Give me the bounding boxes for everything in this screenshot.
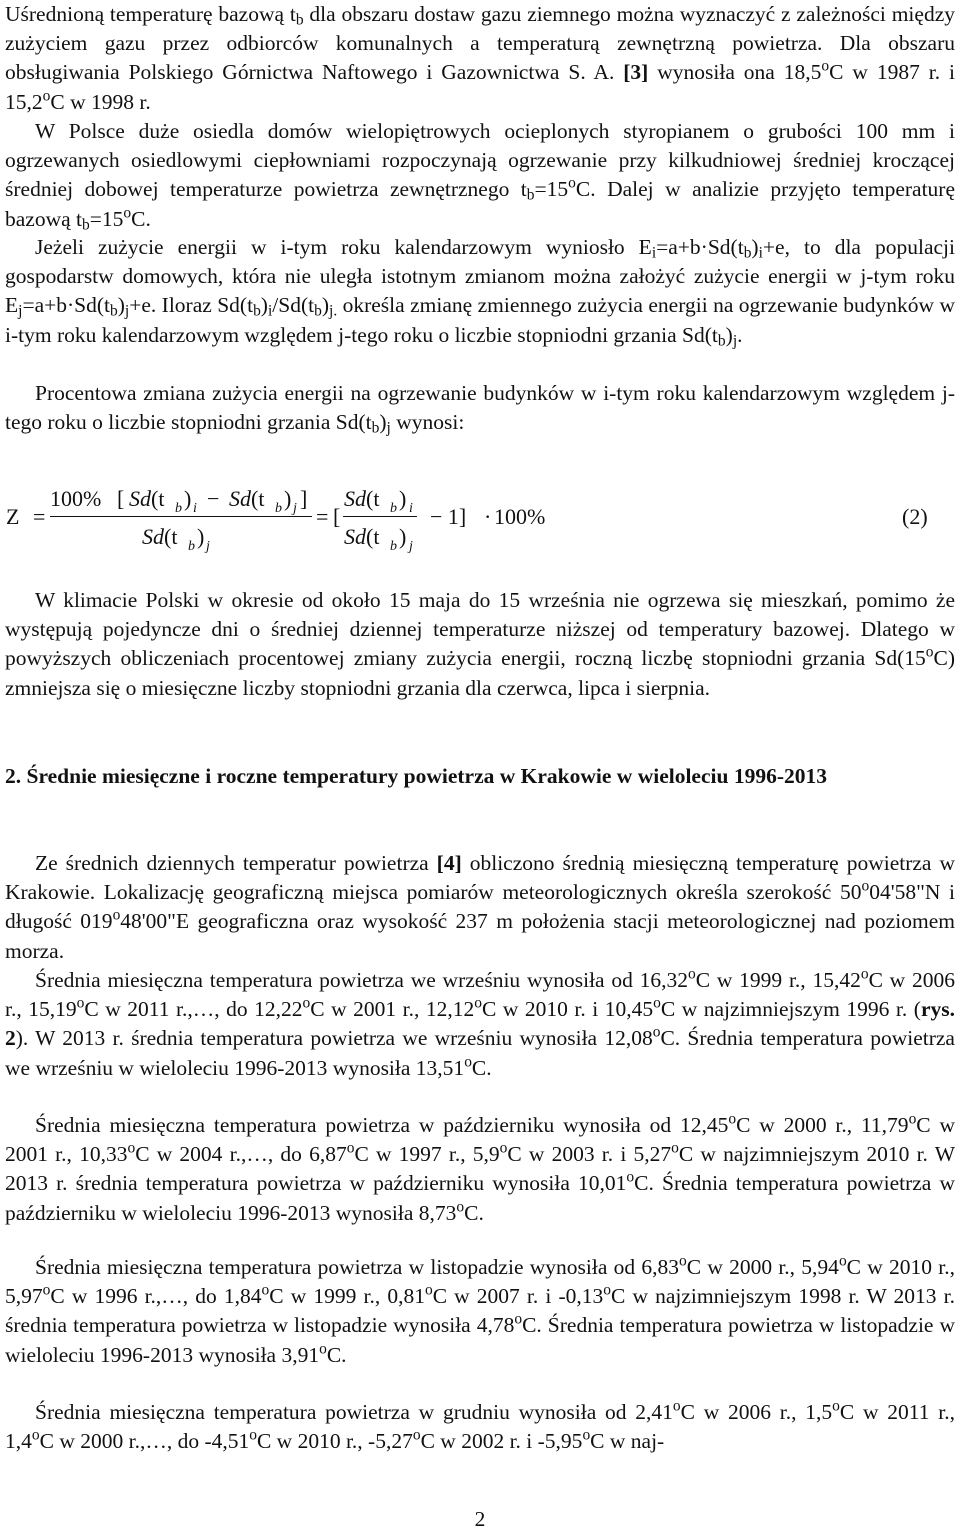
eq-fraction-line-2 xyxy=(343,516,417,517)
eq-num2-b: b xyxy=(390,501,397,516)
eq-den1-sd: Sd xyxy=(142,524,164,549)
eq-den2-t: (t xyxy=(366,524,380,549)
equation-2 xyxy=(0,478,960,568)
paragraph-climate-poland: W klimacie Polski w okresie od około 15 maja do 15 września nie ogrzewa się mieszkań, pomimo że występują pojedyncze dni o średniej dziennej temperaturze niższej od temperatury bazowej. Dlatego w powyższych obliczeniach procentowej zmiany zużycia energii, roczną liczbę stopniodni grzania Sd(15$^o$C) zmniejsza się o miesięczne liczby stopniodni grzania dla czerwca, lipca i sierpnia. xyxy=(5,588,955,700)
paragraph-krakow-location: Ze średnich dziennych temperatur powietrza [4] obliczono średnią miesięczną temperaturę powietrza w Krakowie. Lokalizację geograficzną miejsca pomiarów meteorologicznych określa szerokość 50$^o$04'58"N i długość 019$^o$48'00"E geograficzna oraz wysokość 237 m położenia stacji meteorologicznej nad poziomem morza. xyxy=(5,851,955,963)
eq-num1-b2: b xyxy=(275,501,282,516)
eq-num1-close2: ) xyxy=(284,486,292,511)
eq-num2-close: ) xyxy=(399,486,407,511)
eq-num1-i: i xyxy=(193,501,197,516)
paragraph-base-temperature: Uśrednioną temperaturę bazową $t_b$ dla obszaru dostaw gazu ziemnego można wyznaczyć z zależności między zużyciem gazu przez odbiorców komunalnych a temperaturą zewnętrzną powietrza. Dla obszaru obsługiwania Polskiego Górnictwa Naftowego i Gazownictwa S. A. [3] wynosiła ona 18,5$^o$C w 1987 r. i 15,2$^o$C w 1998 r. xyxy=(5,2,955,114)
section-heading: 2. Średnie miesięczne i roczne temperatury powietrza w Krakowie w wieloleciu 1996-2013 xyxy=(5,764,827,788)
paragraph-december: Średnia miesięczna temperatura powietrza w grudniu wynosiła od 2,41$^o$C w 2006 r., 1,5$^o$C w 2011 r., 1,4$^o$C w 2000 r.,…, do -4,51$^o$C w 2010 r., -5,27$^o$C w 2002 r. i -5,95$^o$C w naj- xyxy=(5,1397,955,1454)
eq-lhs: Z xyxy=(6,504,20,529)
eq-den2-close: ) xyxy=(399,524,407,549)
eq-num1-minus: − xyxy=(207,486,220,511)
eq-num1-percent: 100% xyxy=(50,486,102,511)
eq-den2-sd: Sd xyxy=(344,524,366,549)
eq-fraction-line-1 xyxy=(50,516,312,517)
eq-num1-t1: (t xyxy=(151,486,165,511)
paragraph-energy-consumption: Jeżeli zużycie energii w i-tym roku kalendarzowym wyniosło $E_i=a+b\cdot Sd(t_b)_i+e$, to dla populacji gospodarstw domowych, która nie uległa istotnym zmianom można założyć zużycie energii w j-tym roku $E_j=a+b\cdot Sd(t_b)_j+e$. Iloraz $Sd(t_b)_i/Sd(t_b)_{j.}$ określa zmianę zmiennego zużycia energii na ogrzewanie budynków w i-tym roku kalendarzowym względem j-tego roku o liczbie stopniodni grzania $Sd(t_b)_j$. xyxy=(5,235,955,349)
paragraph-november: Średnia miesięczna temperatura powietrza w listopadzie wynosiła od 6,83$^o$C w 2000 r., 5,94$^o$C w 2010 r., 5,97$^o$C w 1996 r.,…, do 1,84$^o$C w 1999 r., 0,81$^o$C w 2007 r. i -0,13$^o$C w najzimniejszym 1998 r. W 2013 r. średnia temperatura powietrza w listopadzie wynosiła 4,78$^o$C. Średnia temperatura powietrza w listopadzie w wieloleciu 1996-2013 wynosiła 3,91$^o$C. xyxy=(5,1252,955,1367)
eq-equals-1: = xyxy=(33,504,46,529)
eq-den1-t: (t xyxy=(164,524,178,549)
eq-den1-close: ) xyxy=(197,524,205,549)
eq-den1-j: j xyxy=(206,539,210,554)
eq-equals-2: = xyxy=(316,504,329,529)
eq-num1-j: j xyxy=(293,501,297,516)
eq-dot: · xyxy=(484,504,492,529)
eq-den1-b: b xyxy=(188,539,195,554)
eq-num1-t2: (t xyxy=(251,486,265,511)
paragraph-october: Średnia miesięczna temperatura powietrza w październiku wynosiła od 12,45$^o$C w 2000 r., 11,79$^o$C w 2001 r., 10,33$^o$C w 2004 r.,…, do 6,87$^o$C w 1997 r., 5,9$^o$C w 2003 r. i 5,27$^o$C w najzimniejszym 2010 r. W 2013 r. średnia temperatura powietrza w październiku wynosiła 10,01$^o$C. Średnia temperatura powietrza w październiku w wieloleciu 1996-2013 wynosiła 8,73$^o$C. xyxy=(5,1110,955,1225)
paragraph-september: Średnia miesięczna temperatura powietrza we wrześniu wynosiła od 16,32$^o$C w 1999 r., 15,42$^o$C w 2006 r., 15,19$^o$C w 2011 r.,…, do 12,22$^o$C w 2001 r., 12,12$^o$C w 2010 r. i 10,45$^o$C w najzimniejszym 1996 r. (rys. 2). W 2013 r. średnia temperatura powietrza we wrześniu wynosiła 12,08$^o$C. Średnia temperatura powietrza we wrześniu w wieloleciu 1996-2013 wynosiła 13,51$^o$C. xyxy=(5,965,955,1080)
page-number: 2 xyxy=(474,1507,486,1531)
eq-num2-t: (t xyxy=(366,486,380,511)
equation-number: (2) xyxy=(902,504,928,529)
eq-den2-j: j xyxy=(409,539,413,554)
eq-num1-bracket-close: ] xyxy=(300,486,308,511)
eq-minus-one: − 1] xyxy=(430,504,467,529)
eq-bracket2-open: [ xyxy=(333,504,341,529)
eq-num2-i: i xyxy=(409,501,413,516)
eq-num1-sd1: Sd xyxy=(129,486,151,511)
eq-percent: 100% xyxy=(494,504,546,529)
paragraph-poland-estates: W Polsce duże osiedla domów wielopiętrowych ocieplonych styropianem o grubości 100 mm i ogrzewanych osiedlowymi ciepłowniami rozpoczynają ogrzewanie przy kilkudniowej średniej kroczącej średniej dobowej temperaturze powietrza zewnętrznego $t_b=15^oC$. Dalej w analizie przyjęto temperaturę bazową $t_b=15^oC$. xyxy=(5,119,955,233)
eq-num2-sd: Sd xyxy=(344,486,366,511)
eq-den2-b: b xyxy=(390,539,397,554)
eq-num1-close1: ) xyxy=(184,486,192,511)
eq-num1-sd2: Sd xyxy=(229,486,251,511)
eq-num1-b1: b xyxy=(175,501,182,516)
eq-num1-bracket-open: [ xyxy=(117,486,125,511)
paragraph-percentage-change: Procentowa zmiana zużycia energii na ogrzewanie budynków w i-tym roku kalendarzowym względem j-tego roku o liczbie stopniodni grzania $Sd(t_b)_j$ wynosi: xyxy=(5,381,955,437)
